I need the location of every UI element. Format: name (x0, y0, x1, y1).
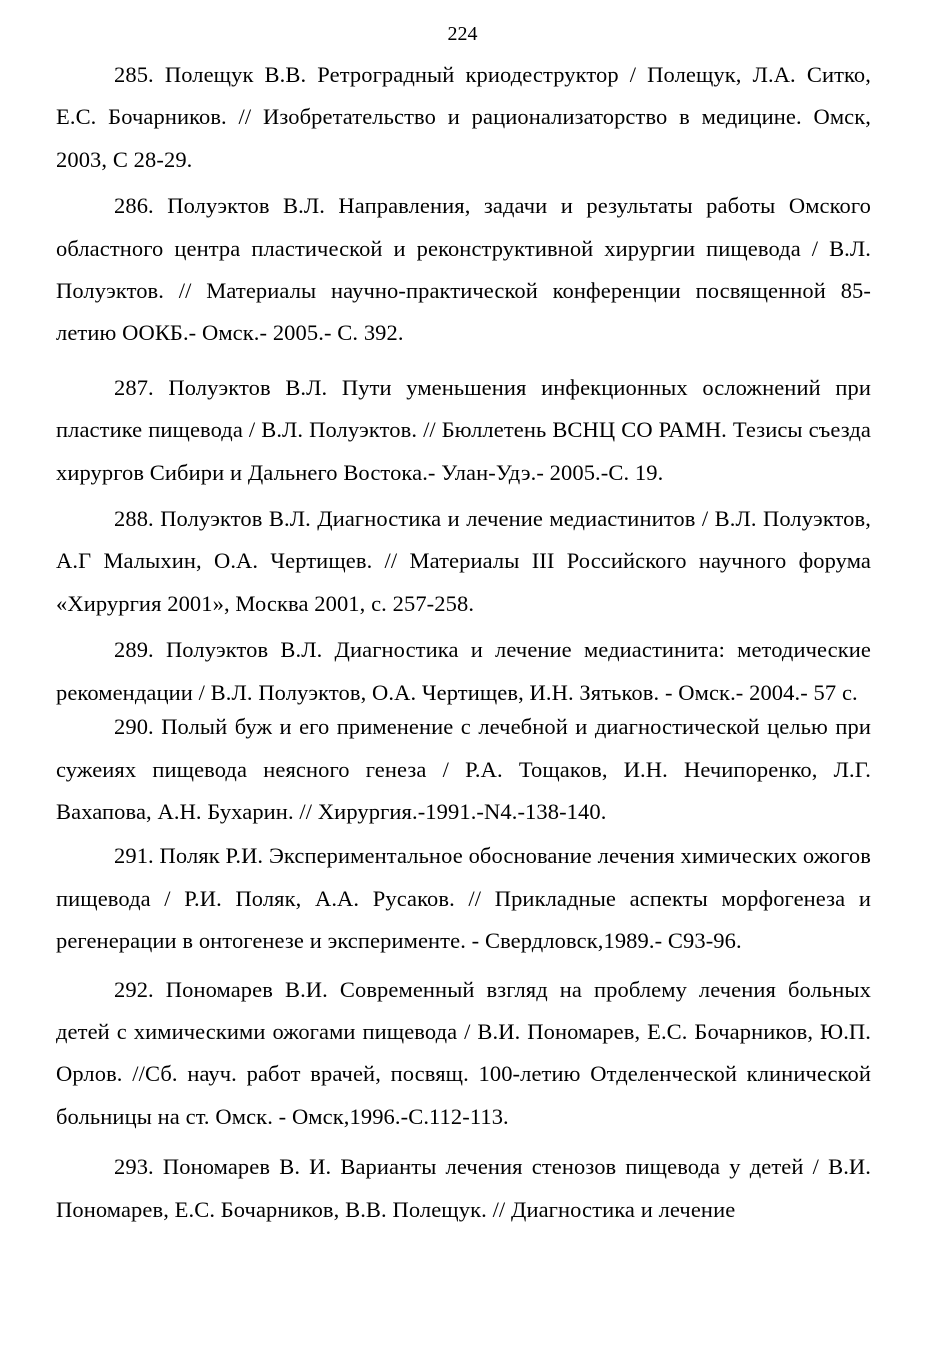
reference-290: 290. Полый буж и его применение с лечебной и диагностической целью при сужеиях пищевода неясного генеза / Р.А. Тощаков, И.Н. Нечипоренко, Л.Г. Вахапова, А.Н. Бухарин. // Хирургия.-1991.-N4.-138-140. (56, 714, 871, 824)
reference-list (56, 54, 871, 1231)
reference-286: 286. Полуэктов В.Л. Направления, задачи и результаты работы Омского областного центра пластической и реконструктивной хирургии пищевода / В.Л. Полуэктов. // Материалы научно-практической конференции посвященной 85-летию ООКБ.- Омск.- 2005.- С. 392. (56, 193, 871, 346)
reference-288: 288. Полуэктов В.Л. Диагностика и лечение медиастинитов / В.Л. Полуэктов, А.Г Малыхин, О.А. Чертищев. // Материалы III Российского научного форума «Хирургия 2001», Москва 2001, с. 257-258. (56, 506, 871, 616)
reference-285: 285. Полещук В.В. Ретроградный криодеструктор / Полещук, Л.А. Ситко, Е.С. Бочарников. // Изобретательство и рационализаторство в медицине. Омск, 2003, С 28-29. (56, 62, 871, 172)
reference-287: 287. Полуэктов В.Л. Пути уменьшения инфекционных осложнений при пластике пищевода / В.Л. Полуэктов. // Бюллетень ВСНЦ СО РАМН. Тезисы съезда хирургов Сибири и Дальнего Востока.- Улан-Удэ.- 2005.-С. 19. (56, 374, 871, 485)
reference-293: 293. Пономарев В. И. Варианты лечения стенозов пищевода у детей / В.И. Пономарев, Е.С. Бочарников, В.В. Полещук. // Диагностика и лечение (56, 1154, 871, 1222)
page-number: 224 (447, 23, 478, 45)
reference-291: 291. Поляк Р.И. Экспериментальное обоснование лечения химических ожогов пищевода / Р.И. Поляк, А.А. Русаков. // Прикладные аспекты морфогенеза и регенерации в онтогенезе и эксперименте. - Свердловск,1989.- С93-96. (56, 843, 871, 954)
reference-289: 289. Полуэктов В.Л. Диагностика и лечение медиастинита: методические рекомендации / В.Л. Полуэктов, О.А. Чертищев, И.Н. Зятьков. - Омск.- 2004.- 57 с. (56, 637, 871, 705)
reference-292: 292. Пономарев В.И. Современный взгляд на проблему лечения больных детей с химическими ожогами пищевода / В.И. Пономарев, Е.С. Бочарников, Ю.П. Орлов. //Сб. науч. работ врачей, посвящ. 100-летию Отделенческой клинической больницы на ст. Омск. - Омск,1996.-С.112-113. (56, 976, 871, 1129)
